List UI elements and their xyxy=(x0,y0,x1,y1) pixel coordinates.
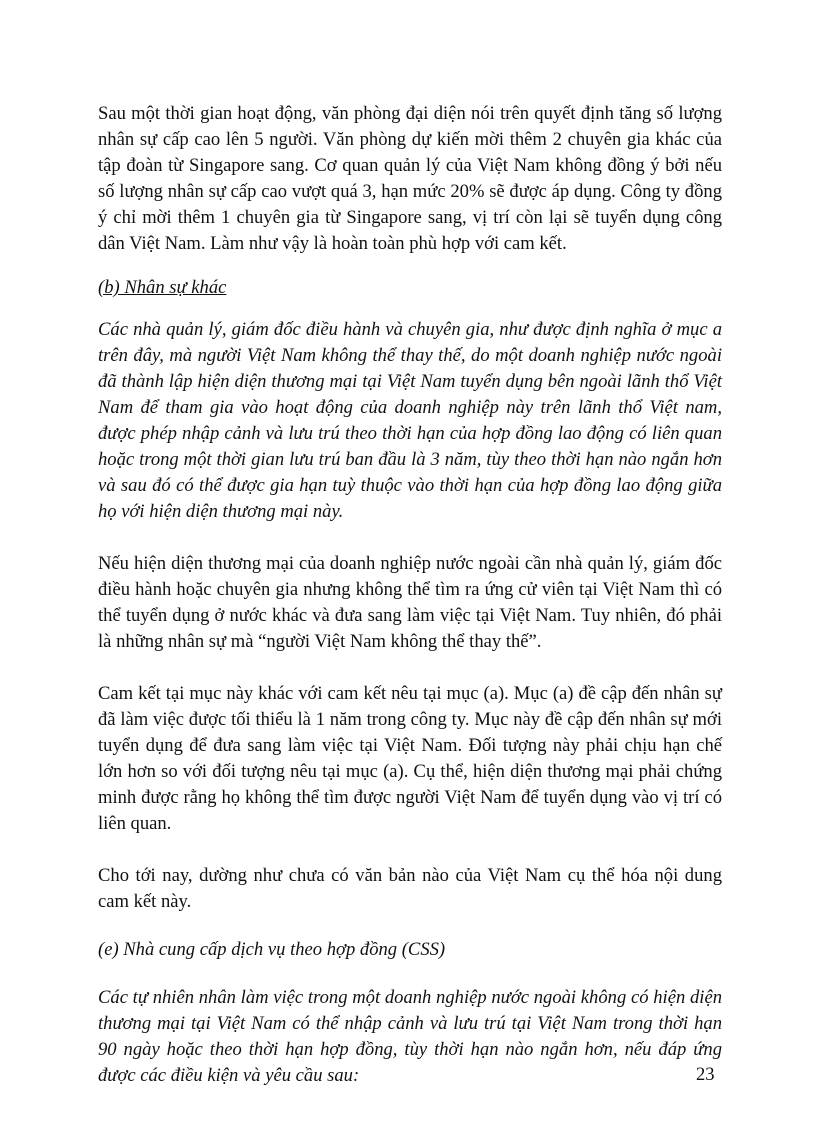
paragraph-css-commitment: Các tự nhiên nhân làm việc trong một doanh nghiệp nước ngoài không có hiện diện thương mại tại Việt Nam có thể nhập cảnh và lưu trú tại Việt Nam trong thời hạn 90 ngày hoặc theo thời hạn hợp đồng, tùy thời hạn nào ngắn hơn, nếu đáp ứng được các điều kiện và yêu cầu sau: xyxy=(98,987,722,1086)
page-number: 23 xyxy=(696,1064,715,1085)
paragraph-commitment-comparison: Cam kết tại mục này khác với cam kết nêu tại mục (a). Mục (a) đề cập đến nhân sự đã làm việc được tối thiểu là 1 năm trong công ty. Mục này đề cập đến nhân sự mới tuyển dụng để đưa sang làm việc tại Việt Nam. Đối tượng này phải chịu hạn chế lớn hơn so với đối tượng nêu tại mục (a). Cụ thể, hiện diện thương mại phải chứng minh được rằng họ không thể tìm được người Việt Nam để tuyển dụng vào vị trí có liên quan. xyxy=(98,683,722,834)
section-heading-contractual-service-suppliers: (e) Nhà cung cấp dịch vụ theo hợp đồng (CSS) xyxy=(98,939,446,960)
paragraph-representative-office-example: Sau một thời gian hoạt động, văn phòng đại diện nói trên quyết định tăng số lượng nhân sự cấp cao lên 5 người. Văn phòng dự kiến mời thêm 2 chuyên gia khác của tập đoàn từ Singapore sang. Cơ quan quản lý của Việt Nam không đồng ý bởi nếu số lượng nhân sự cấp cao vượt quá 3, hạn mức 20% sẽ được áp dụng. Công ty đồng ý chỉ mời thêm 1 chuyên gia từ Singapore sang, vị trí còn lại sẽ tuyển dụng công dân Việt Nam. Làm như vậy là hoàn toàn phù hợp với cam kết. xyxy=(98,103,722,254)
document-page xyxy=(98,101,722,1089)
paragraph-foreign-recruitment-explanation: Nếu hiện diện thương mại của doanh nghiệp nước ngoài cần nhà quản lý, giám đốc điều hành hoặc chuyên gia nhưng không thể tìm ra ứng cử viên tại Việt Nam thì có thể tuyển dụng ở nước khác và đưa sang làm việc tại Việt Nam. Tuy nhiên, đó phải là những nhân sự mà “người Việt Nam không thể thay thế”. xyxy=(98,553,722,652)
section-heading-other-personnel: (b) Nhân sự khác xyxy=(98,277,227,298)
paragraph-other-personnel-commitment: Các nhà quản lý, giám đốc điều hành và chuyên gia, như được định nghĩa ở mục a trên đây, mà người Việt Nam không thể thay thế, do một doanh nghiệp nước ngoài đã thành lập hiện diện thương mại tại Việt Nam tuyển dụng bên ngoài lãnh thổ Việt Nam để tham gia vào hoạt động của doanh nghiệp này trên lãnh thổ Việt nam, được phép nhập cảnh và lưu trú theo thời hạn của hợp đồng lao động có liên quan hoặc trong một thời gian lưu trú ban đầu là 3 năm, tùy theo thời hạn nào ngắn hơn và sau đó có thể được gia hạn tuỳ thuộc vào thời hạn của hợp đồng lao động giữa họ với hiện diện thương mại này. xyxy=(98,319,722,522)
paragraph-no-implementing-documents: Cho tới nay, dường như chưa có văn bản nào của Việt Nam cụ thể hóa nội dung cam kết này. xyxy=(98,865,722,912)
